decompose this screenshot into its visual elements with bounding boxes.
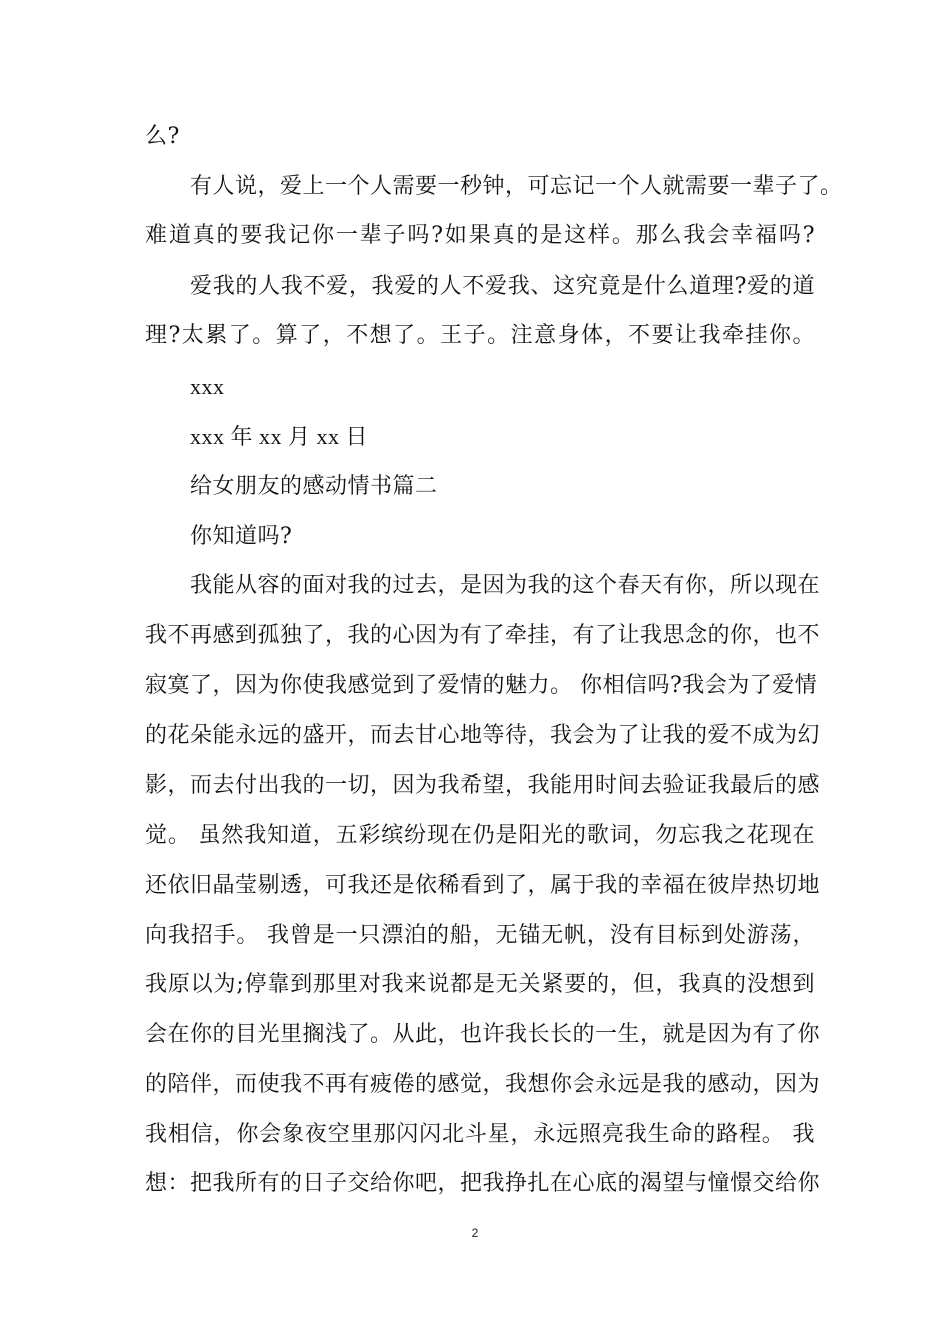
text-line: 会在你的目光里搁浅了。从此，也许我长长的一生，就是因为有了你 — [145, 1022, 821, 1047]
section-heading: 给女朋友的感动情书篇二 — [190, 474, 438, 499]
page-number: 2 — [471, 1226, 479, 1240]
signature-line: xxx — [190, 374, 225, 399]
text-line: 觉。 虽然我知道，五彩缤纷现在仍是阳光的歌词，勿忘我之花现在 — [145, 823, 815, 848]
text-line: 有人说，爱上一个人需要一秒钟，可忘记一个人就需要一辈子了。 — [190, 174, 843, 199]
text-line: 的花朵能永远的盛开，而去甘心地等待，我会为了让我的爱不成为幻 — [145, 723, 821, 748]
text-line: 的陪伴，而使我不再有疲倦的感觉，我想你会永远是我的感动，因为 — [145, 1072, 821, 1097]
text-line: 理?太累了。算了，不想了。王子。注意身体，不要让我牵挂你。 — [145, 323, 815, 348]
text-line: 我不再感到孤独了，我的心因为有了牵挂，有了让我思念的你，也不 — [145, 623, 821, 648]
text-line: 想：把我所有的日子交给你吧，把我挣扎在心底的渴望与憧憬交给你 — [145, 1171, 821, 1196]
text-line: 你知道吗? — [190, 524, 293, 549]
text-line: 么? — [145, 124, 180, 149]
date-line: xxx 年 xx 月 xx 日 — [190, 424, 369, 449]
text-line: 难道真的要我记你一辈子吗?如果真的是这样。那么我会幸福吗? — [145, 223, 815, 248]
text-line: 我能从容的面对我的过去，是因为我的这个春天有你，所以现在 — [190, 573, 821, 598]
text-line: 还依旧晶莹剔透，可我还是依稀看到了，属于我的幸福在彼岸热切地 — [145, 873, 821, 898]
text-line: 我相信，你会象夜空里那闪闪北斗星，永远照亮我生命的路程。 我 — [145, 1122, 815, 1147]
text-line: 我原以为;停靠到那里对我来说都是无关紧要的，但，我真的没想到 — [145, 972, 815, 997]
text-line: 向我招手。 我曾是一只漂泊的船，无锚无帆，没有目标到处游荡， — [145, 923, 815, 948]
text-line: 爱我的人我不爱，我爱的人不爱我、这究竟是什么道理?爱的道 — [190, 274, 815, 299]
text-line: 寂寞了，因为你使我感觉到了爱情的魅力。 你相信吗?我会为了爱情 — [145, 673, 818, 698]
text-line: 影，而去付出我的一切，因为我希望，我能用时间去验证我最后的感 — [145, 773, 821, 798]
